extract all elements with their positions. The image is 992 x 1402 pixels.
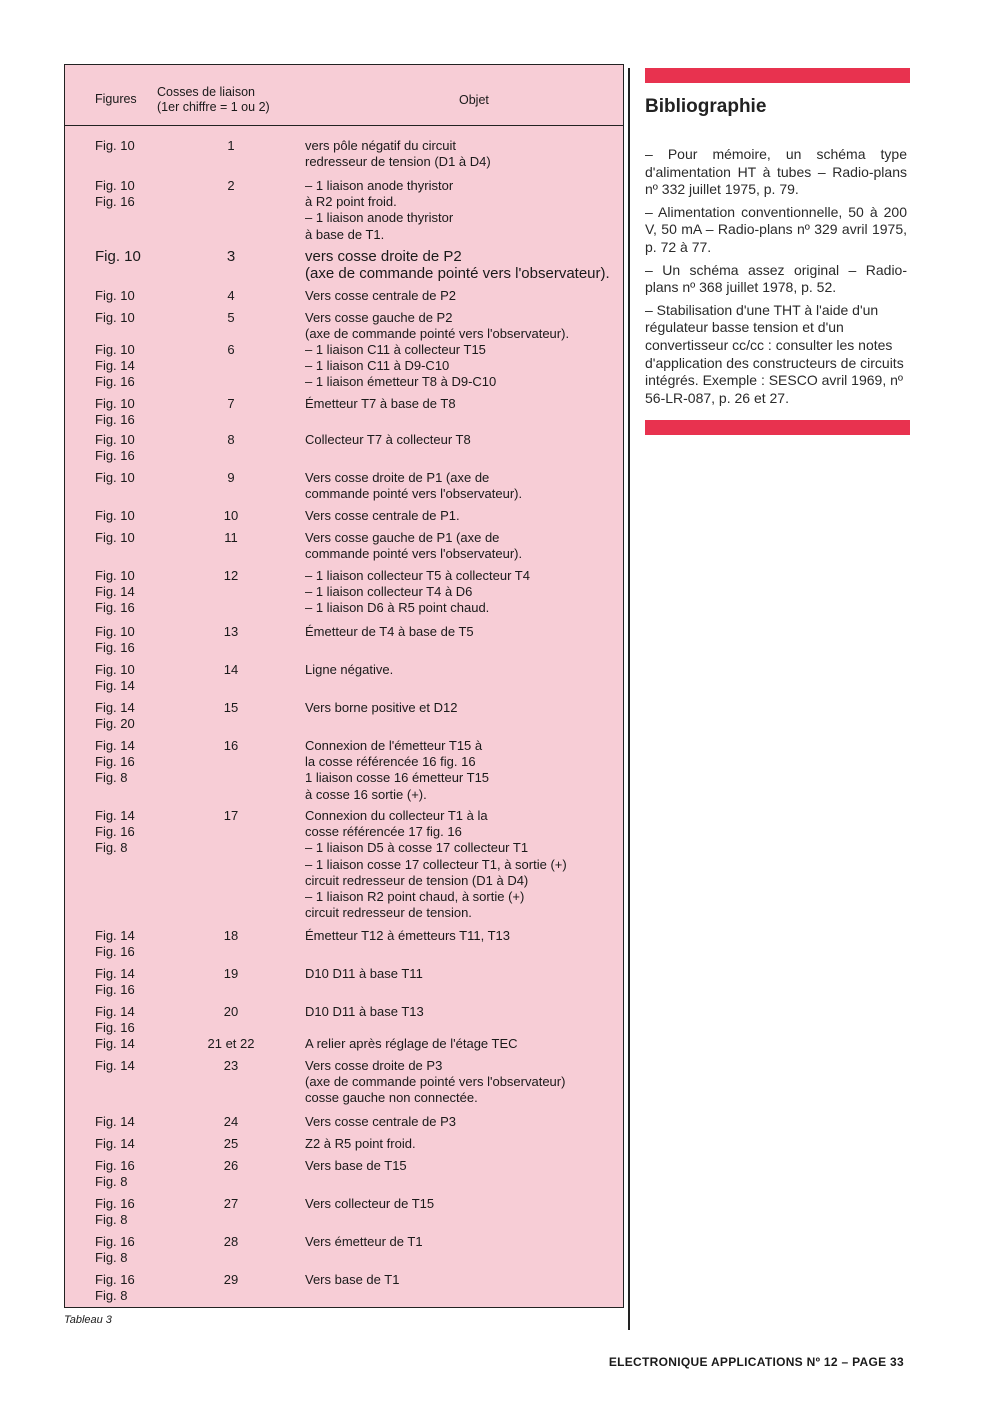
row-figures: Fig. 10 <box>95 138 135 153</box>
row-objet: Vers cosse gauche de P2 (axe de commande pointé vers l'observateur). <box>305 310 570 342</box>
row-objet: Connexion de l'émetteur T15 à la cosse référencée 16 fig. 16 1 liaison cosse 16 émetteur T15 à cosse 16 sortie (+). <box>305 738 490 802</box>
row-cosse-number: 14 <box>223 662 239 677</box>
row-cosse-number: 26 <box>223 1158 239 1173</box>
row-cosse-number: 23 <box>223 1058 239 1073</box>
row-cosse-number: 29 <box>223 1272 239 1287</box>
connections-table <box>64 64 624 1308</box>
row-cosse-number: 27 <box>223 1196 239 1211</box>
row-figures: Fig. 10 <box>95 470 135 485</box>
bibliography-item: – Stabilisation d'une THT à l'aide d'un régulateur basse tension et d'un convertisseur cc/cc : consulter les notes d'application des constructeurs de circuits intégrés. Exemple : SESCO avril 1969, nº 56-LR-087, p. 26 et 27. <box>645 301 904 406</box>
row-figures: Fig. 16 Fig. 8 <box>95 1234 135 1266</box>
row-figures: Fig. 14 <box>95 1058 135 1073</box>
row-cosse-number: 1 <box>227 138 235 153</box>
row-figures: Fig. 14 Fig. 16 Fig. 8 <box>95 808 135 856</box>
row-objet: Vers émetteur de T1 <box>305 1234 423 1249</box>
row-figures: Fig. 14 Fig. 16 <box>95 928 135 960</box>
row-objet: A relier après réglage de l'étage TEC <box>305 1036 518 1051</box>
header-figures: Figures <box>95 92 137 106</box>
row-cosse-number: 24 <box>223 1114 239 1129</box>
row-figures: Fig. 10 Fig. 16 <box>95 396 135 428</box>
row-objet: Vers collecteur de T15 <box>305 1196 435 1211</box>
bibliography-title: Bibliographie <box>645 96 767 117</box>
page-footer: ELECTRONIQUE APPLICATIONS Nº 12 – PAGE 33 <box>608 1355 904 1369</box>
bibliography-item: – Pour mémoire, un schéma type d'alimentation HT à tubes – Radio-plans nº 332 juillet 1975, p. 79. <box>645 146 907 198</box>
row-figures: Fig. 10 Fig. 16 <box>95 178 135 210</box>
row-cosse-number: 12 <box>223 568 239 583</box>
bibliography-item: – Alimentation conventionnelle, 50 à 200 V, 50 mA – Radio-plans nº 329 avril 1975, p. 72 à 77. <box>645 203 907 255</box>
row-cosse-number: 28 <box>223 1234 239 1249</box>
row-objet: – 1 liaison C11 à collecteur T15 – 1 liaison C11 à D9-C10 – 1 liaison émetteur T8 à D9-C10 <box>305 342 497 390</box>
row-objet: Vers borne positive et D12 <box>305 700 458 715</box>
row-objet: Vers cosse droite de P1 (axe de commande pointé vers l'observateur). <box>305 470 523 502</box>
row-cosse-number: 13 <box>223 624 239 639</box>
table-caption: Tableau 3 <box>64 1314 112 1326</box>
row-objet: Ligne négative. <box>305 662 394 677</box>
row-cosse-number: 4 <box>227 288 235 303</box>
row-cosse-number: 25 <box>223 1136 239 1151</box>
row-objet: D10 D11 à base T11 <box>305 966 423 981</box>
row-objet: Connexion du collecteur T1 à la cosse référencée 17 fig. 16 – 1 liaison D5 à cosse 17 collecteur T1 – 1 liaison cosse 17 collecteur T1, à sortie (+) circuit redresseur de tension (D1 à D4) – 1 liaison R2 point chaud, à sortie (+) circuit redresseur de tension. <box>305 808 567 921</box>
row-objet: D10 D11 à base T13 <box>305 1004 424 1019</box>
row-figures: Fig. 10 <box>95 248 141 265</box>
row-figures: Fig. 10 <box>95 310 135 325</box>
row-cosse-number: 8 <box>227 432 235 447</box>
accent-bar-top <box>645 68 910 83</box>
row-figures: Fig. 14 Fig. 16 <box>95 1004 135 1036</box>
row-cosse-number: 5 <box>227 310 235 325</box>
row-figures: Fig. 10 Fig. 16 <box>95 432 135 464</box>
header-objet: Objet <box>459 93 489 107</box>
row-figures: Fig. 10 <box>95 508 135 523</box>
row-figures: Fig. 14 Fig. 20 <box>95 700 135 732</box>
row-cosse-number: 7 <box>227 396 235 411</box>
row-objet: Collecteur T7 à collecteur T8 <box>305 432 471 447</box>
row-figures: Fig. 10 Fig. 14 Fig. 16 <box>95 568 135 616</box>
row-cosse-number: 20 <box>223 1004 239 1019</box>
bibliography-list <box>645 146 907 412</box>
row-objet: vers pôle négatif du circuit redresseur de tension (D1 à D4) <box>305 138 491 170</box>
row-objet: Émetteur de T4 à base de T5 <box>305 624 474 639</box>
row-objet: – 1 liaison anode thyristor à R2 point froid. – 1 liaison anode thyristor à base de T1. <box>305 178 454 242</box>
row-cosse-number: 19 <box>223 966 239 981</box>
row-figures: Fig. 10 Fig. 14 <box>95 662 135 694</box>
row-figures: Fig. 14 <box>95 1114 135 1129</box>
row-figures: Fig. 16 Fig. 8 <box>95 1196 135 1228</box>
accent-bar-bottom <box>645 420 910 435</box>
row-figures: Fig. 10 Fig. 14 Fig. 16 <box>95 342 135 390</box>
row-objet: vers cosse droite de P2 (axe de commande pointé vers l'observateur). <box>305 248 610 282</box>
row-figures: Fig. 14 Fig. 16 Fig. 8 <box>95 738 135 786</box>
row-figures: Fig. 16 Fig. 8 <box>95 1272 135 1304</box>
row-cosse-number: 18 <box>223 928 239 943</box>
row-objet: Z2 à R5 point froid. <box>305 1136 416 1151</box>
row-cosse-number: 17 <box>223 808 239 823</box>
row-objet: Vers cosse gauche de P1 (axe de commande pointé vers l'observateur). <box>305 530 523 562</box>
row-objet: Vers cosse centrale de P2 <box>305 288 457 303</box>
bibliography-item: – Un schéma assez original – Radio-plans nº 368 juillet 1978, p. 52. <box>645 261 907 296</box>
row-cosse-number: 6 <box>227 342 235 357</box>
row-objet: Vers base de T15 <box>305 1158 407 1173</box>
row-cosse-number: 15 <box>223 700 239 715</box>
row-cosse-number: 21 et 22 <box>207 1036 255 1051</box>
row-figures: Fig. 14 <box>95 1036 135 1051</box>
row-figures: Fig. 10 Fig. 16 <box>95 624 135 656</box>
row-cosse-number: 10 <box>223 508 239 523</box>
row-objet: Vers cosse centrale de P1. <box>305 508 460 523</box>
row-cosse-number: 3 <box>226 248 236 265</box>
row-figures: Fig. 14 <box>95 1136 135 1151</box>
row-objet: Émetteur T7 à base de T8 <box>305 396 456 411</box>
header-cosses: Cosses de liaison (1er chiffre = 1 ou 2) <box>157 85 270 114</box>
row-figures: Fig. 10 <box>95 530 135 545</box>
row-objet: Vers base de T1 <box>305 1272 400 1287</box>
row-objet: Vers cosse centrale de P3 <box>305 1114 457 1129</box>
row-figures: Fig. 14 Fig. 16 <box>95 966 135 998</box>
row-cosse-number: 16 <box>223 738 239 753</box>
table-header <box>65 65 623 126</box>
row-objet: Vers cosse droite de P3 (axe de commande pointé vers l'observateur) cosse gauche non connectée. <box>305 1058 566 1106</box>
row-cosse-number: 9 <box>227 470 235 485</box>
row-figures: Fig. 10 <box>95 288 135 303</box>
row-cosse-number: 2 <box>227 178 235 193</box>
column-divider <box>628 68 630 1330</box>
row-figures: Fig. 16 Fig. 8 <box>95 1158 135 1190</box>
row-objet: – 1 liaison collecteur T5 à collecteur T4 – 1 liaison collecteur T4 à D6 – 1 liaison D6 à R5 point chaud. <box>305 568 530 616</box>
row-cosse-number: 11 <box>224 530 238 545</box>
row-objet: Émetteur T12 à émetteurs T11, T13 <box>305 928 510 943</box>
